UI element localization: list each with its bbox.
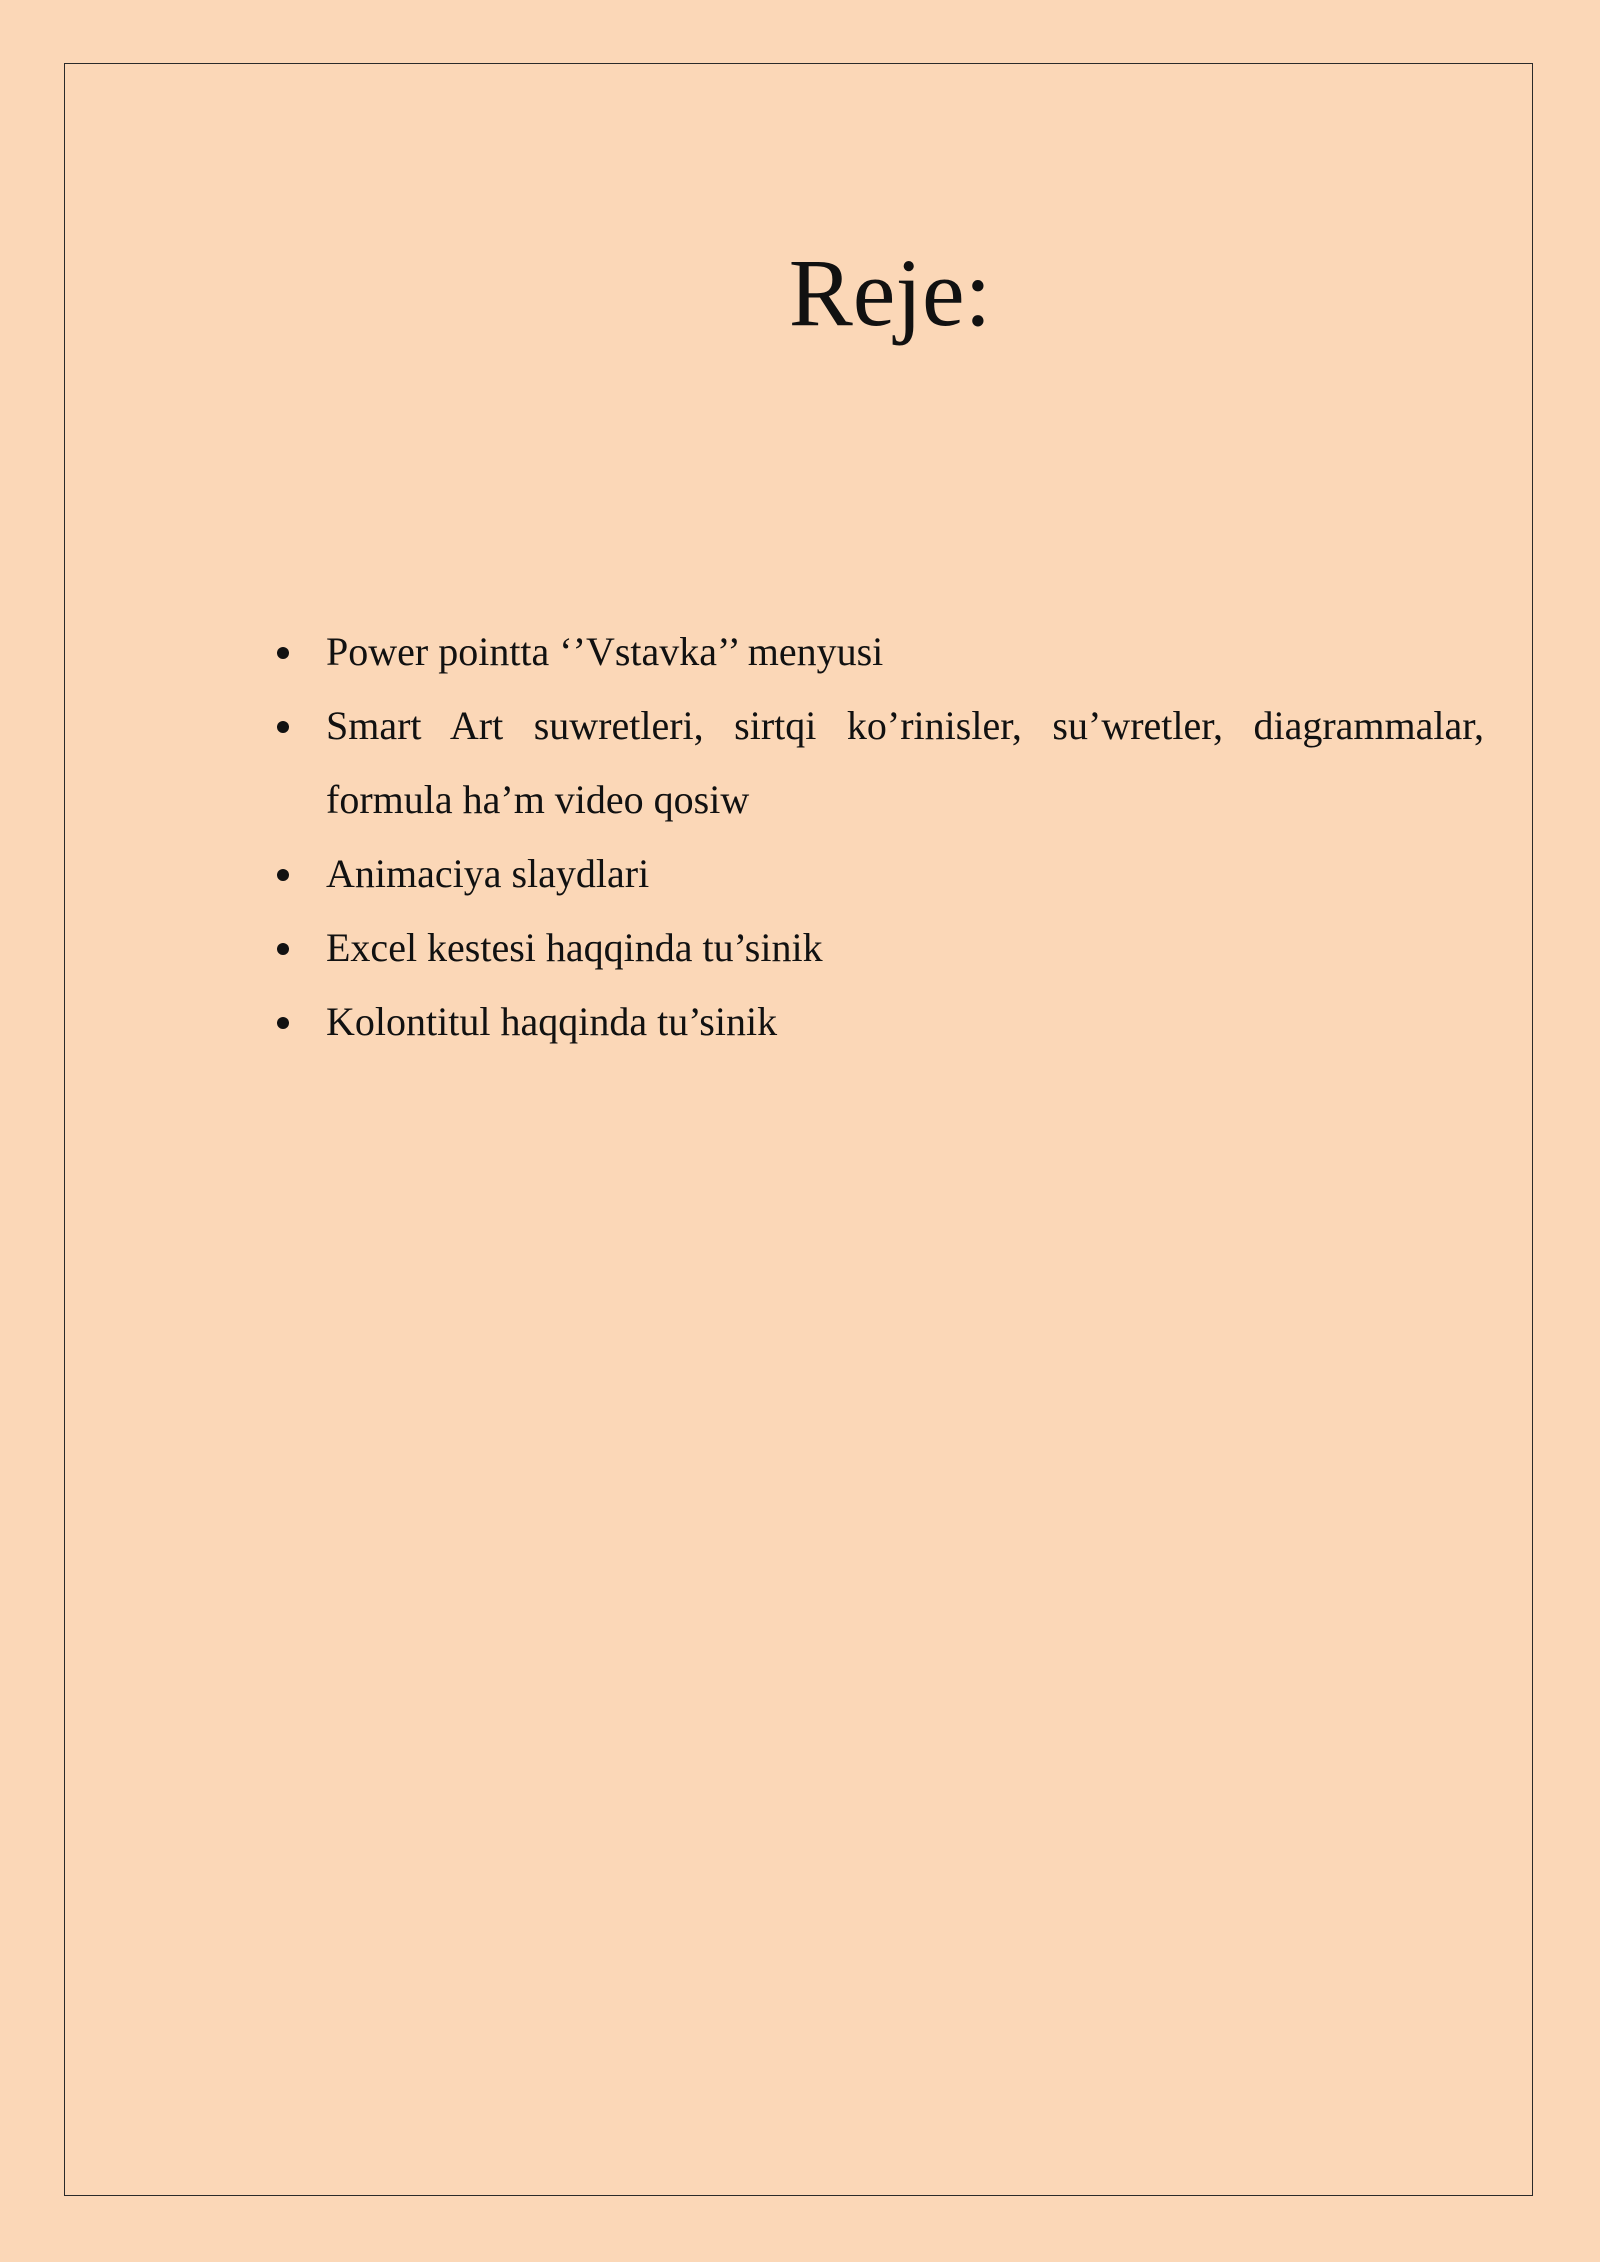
bullet-icon (277, 943, 289, 955)
list-item (277, 615, 1484, 689)
page-title: Reje: (788, 239, 992, 346)
list-item-text: Kolontitul haqqinda tu’sinik (326, 999, 778, 1044)
list-item-text: Power pointta ‘’Vstavka’’ menyusi (326, 629, 884, 674)
plan-list (277, 615, 1484, 1059)
list-item (277, 837, 1484, 911)
list-item (277, 689, 1484, 837)
bullet-icon (277, 869, 289, 881)
bullet-icon (277, 1017, 289, 1029)
bullet-icon (277, 647, 289, 659)
list-item (277, 911, 1484, 985)
list-item (277, 985, 1484, 1059)
list-item-text: Smart Art suwretleri, sirtqi ko’rinisler, su’wretler, diagrammalar, formula ha’m video qosiw (326, 703, 1484, 822)
list-item-text: Animaciya slaydlari (326, 851, 650, 896)
list-item-text: Excel kestesi haqqinda tu’sinik (326, 925, 823, 970)
page-border (64, 63, 1533, 2196)
bullet-icon (277, 721, 289, 733)
